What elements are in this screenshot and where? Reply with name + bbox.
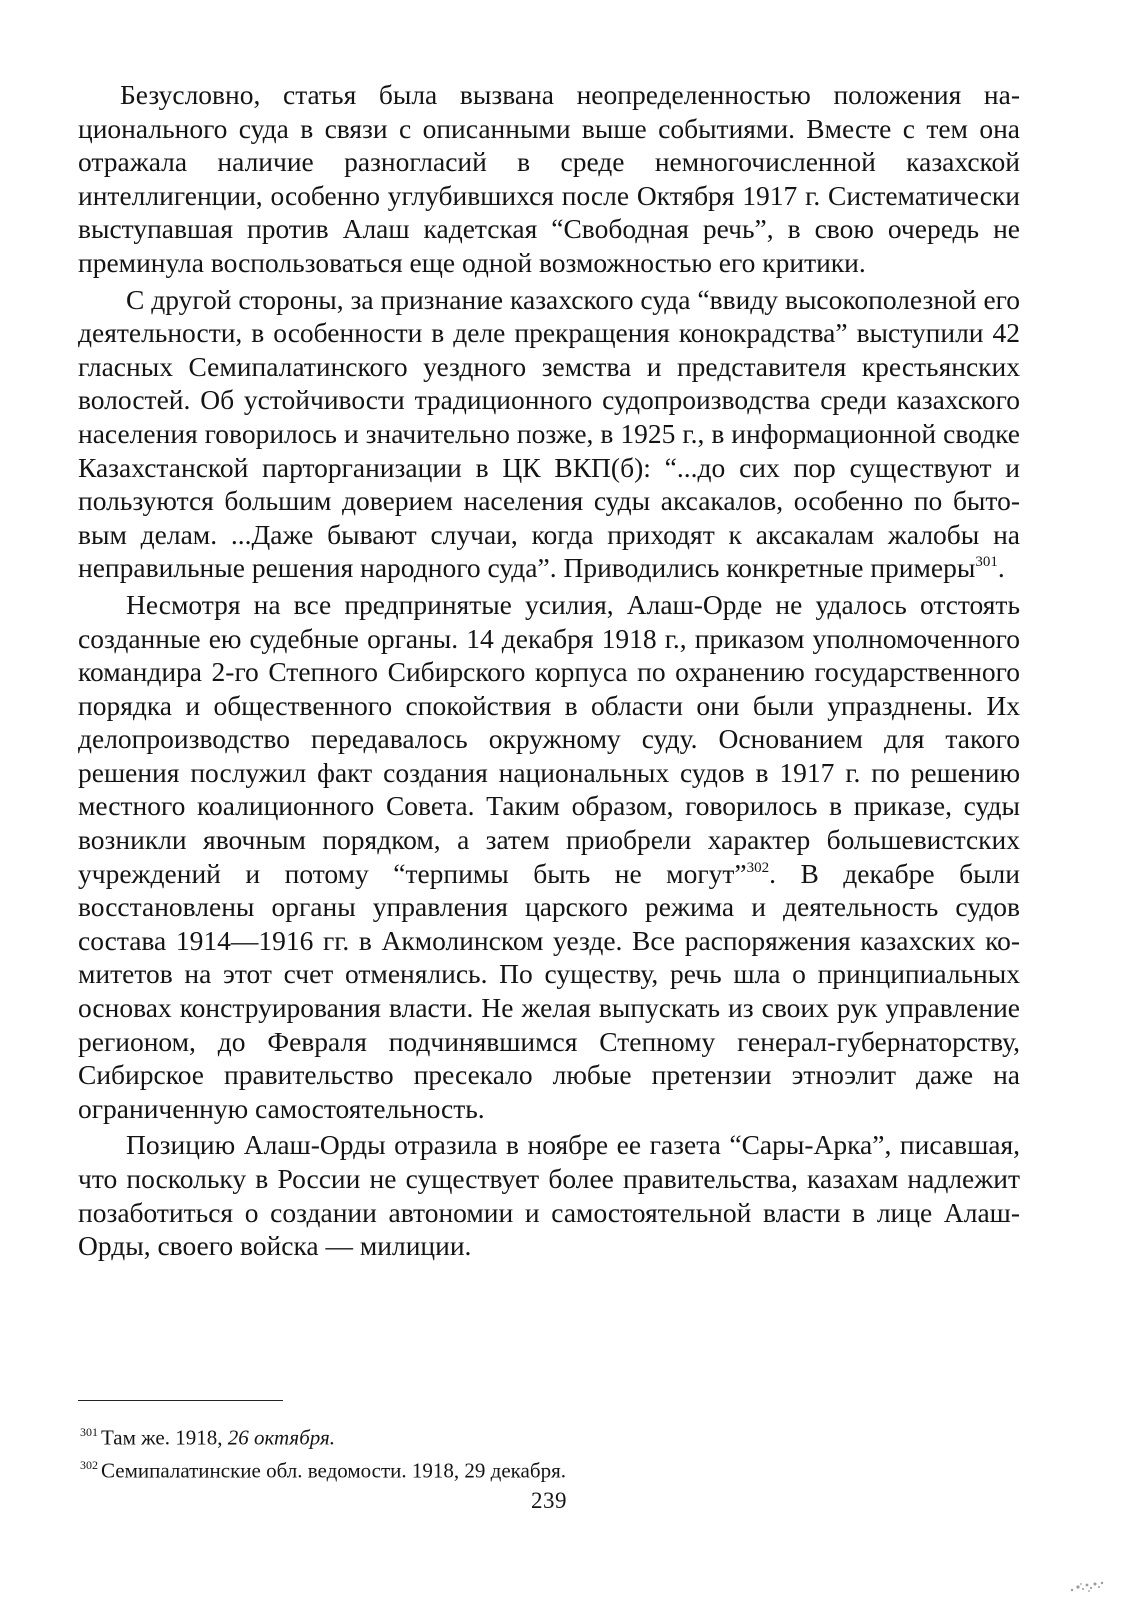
footnote-reference-301[interactable]: 301 [975, 554, 998, 571]
footnote-source: Семипалатинские обл. ведомости. [101, 1458, 407, 1483]
footnote-mark: 302 [80, 1458, 98, 1473]
footnote-separator [78, 1400, 283, 1401]
paragraph-text-tail: . В декабре были восстановлены органы управления царского режима и деятельность судов состава 1914—1916 гг. в Акмолинском уезде. Все распоряжения казахских комитетов на этот счет отменялись. По существу, речь шла о принципиальных основах конструирования власти. Не желая выпускать из своих рук управление регионом, до Февраля подчинявшимся Степному генерал-губернаторству, Сибирское правительство пресекало любые претензии этноэлит даже на ограниченную самостоятельность. [78, 857, 1020, 1124]
footnote-date: 29 декабря. [464, 1458, 566, 1483]
footnote-302 [78, 1451, 1020, 1484]
paragraph-4 [78, 1128, 1020, 1262]
paragraph-1 [78, 78, 1020, 280]
paragraph-text: Несмотря на все предпринятые усилия, Алаш-Орде не удалось отстоять созданные ею судебные органы. 14 декабря 1918 г., приказом уполномоченного командира 2-го Степного Сибирского корпуса по охранению государственного порядка и общественного спокойствия в области они были упразднены. Их делопроизводство передавалось окружному суду. Основанием для такого решения послужил факт создания национальных судов в 1917 г. по решению местного коалиционного Совета. Таким образом, говорилось в приказе, суды возникли явочным порядком, а затем приобрели характер большевистских учреждений и потому “терпимы быть не могут” [78, 588, 1020, 889]
page-number: 239 [531, 1488, 567, 1513]
paragraph-3 [78, 588, 1020, 1126]
footnote-year: 1918, [175, 1425, 223, 1450]
paragraph-text-tail: . [997, 552, 1005, 584]
footnote-year: 1918, [411, 1458, 460, 1483]
footnote-source: Там же. [101, 1425, 170, 1450]
footnote-301 [78, 1418, 1020, 1451]
scan-noise-mark [1062, 1576, 1108, 1594]
footnote-reference-302[interactable]: 302 [746, 859, 770, 876]
footnote-date: 26 октября. [227, 1425, 335, 1450]
paragraph-text: С другой стороны, за признание казахского суда “ввиду высокополезной его деятельности, в особенности в деле прекращения конокрадства” выступили 42 гласных Семипалатинского уездного земства и представителя крестьянских волостей. Об устойчивости традиционного судопроизводства среди казахского населения говорилось и значительно позже, в 1925 г., в информационной сводке Казахстанской парторганизации в ЦК ВКП(б): “...до сих пор существуют и пользуются большим доверием населения суды аксакалов, особенно по бытовым делам. ...Даже бывают случаи, когда приходят к аксакалам жалобы на неправильные решения народного суда”. Приводились конкретные примеры [78, 283, 1020, 584]
paragraph-2 [78, 283, 1020, 585]
paragraph-text: Позицию Алаш-Орды отразила в ноябре ее газета “Сары-Арка”, писавшая, что поскольку в России не существует более правительства, казахам надлежит позаботиться о создании автономии и самостоятельной власти в лице Алаш-Орды, своего войска — милиции. [78, 1129, 1020, 1262]
paragraph-text: Безусловно, статья была вызвана неопределенностью положения национального суда в связи с описанными выше событиями. Вместе с тем она отражала наличие разногласий в среде немногочисленной казахской интеллигенции, особенно углубившихся после Октября 1917 г. Систематически выступавшая против Алаш кадетская “Свободная речь”, в свою очередь не преминула воспользоваться еще одной возможностью его критики. [78, 79, 1020, 278]
footnote-mark: 301 [80, 1425, 98, 1439]
book-page [78, 78, 1020, 1578]
footnotes [78, 1418, 1020, 1485]
main-text [78, 78, 1020, 1263]
